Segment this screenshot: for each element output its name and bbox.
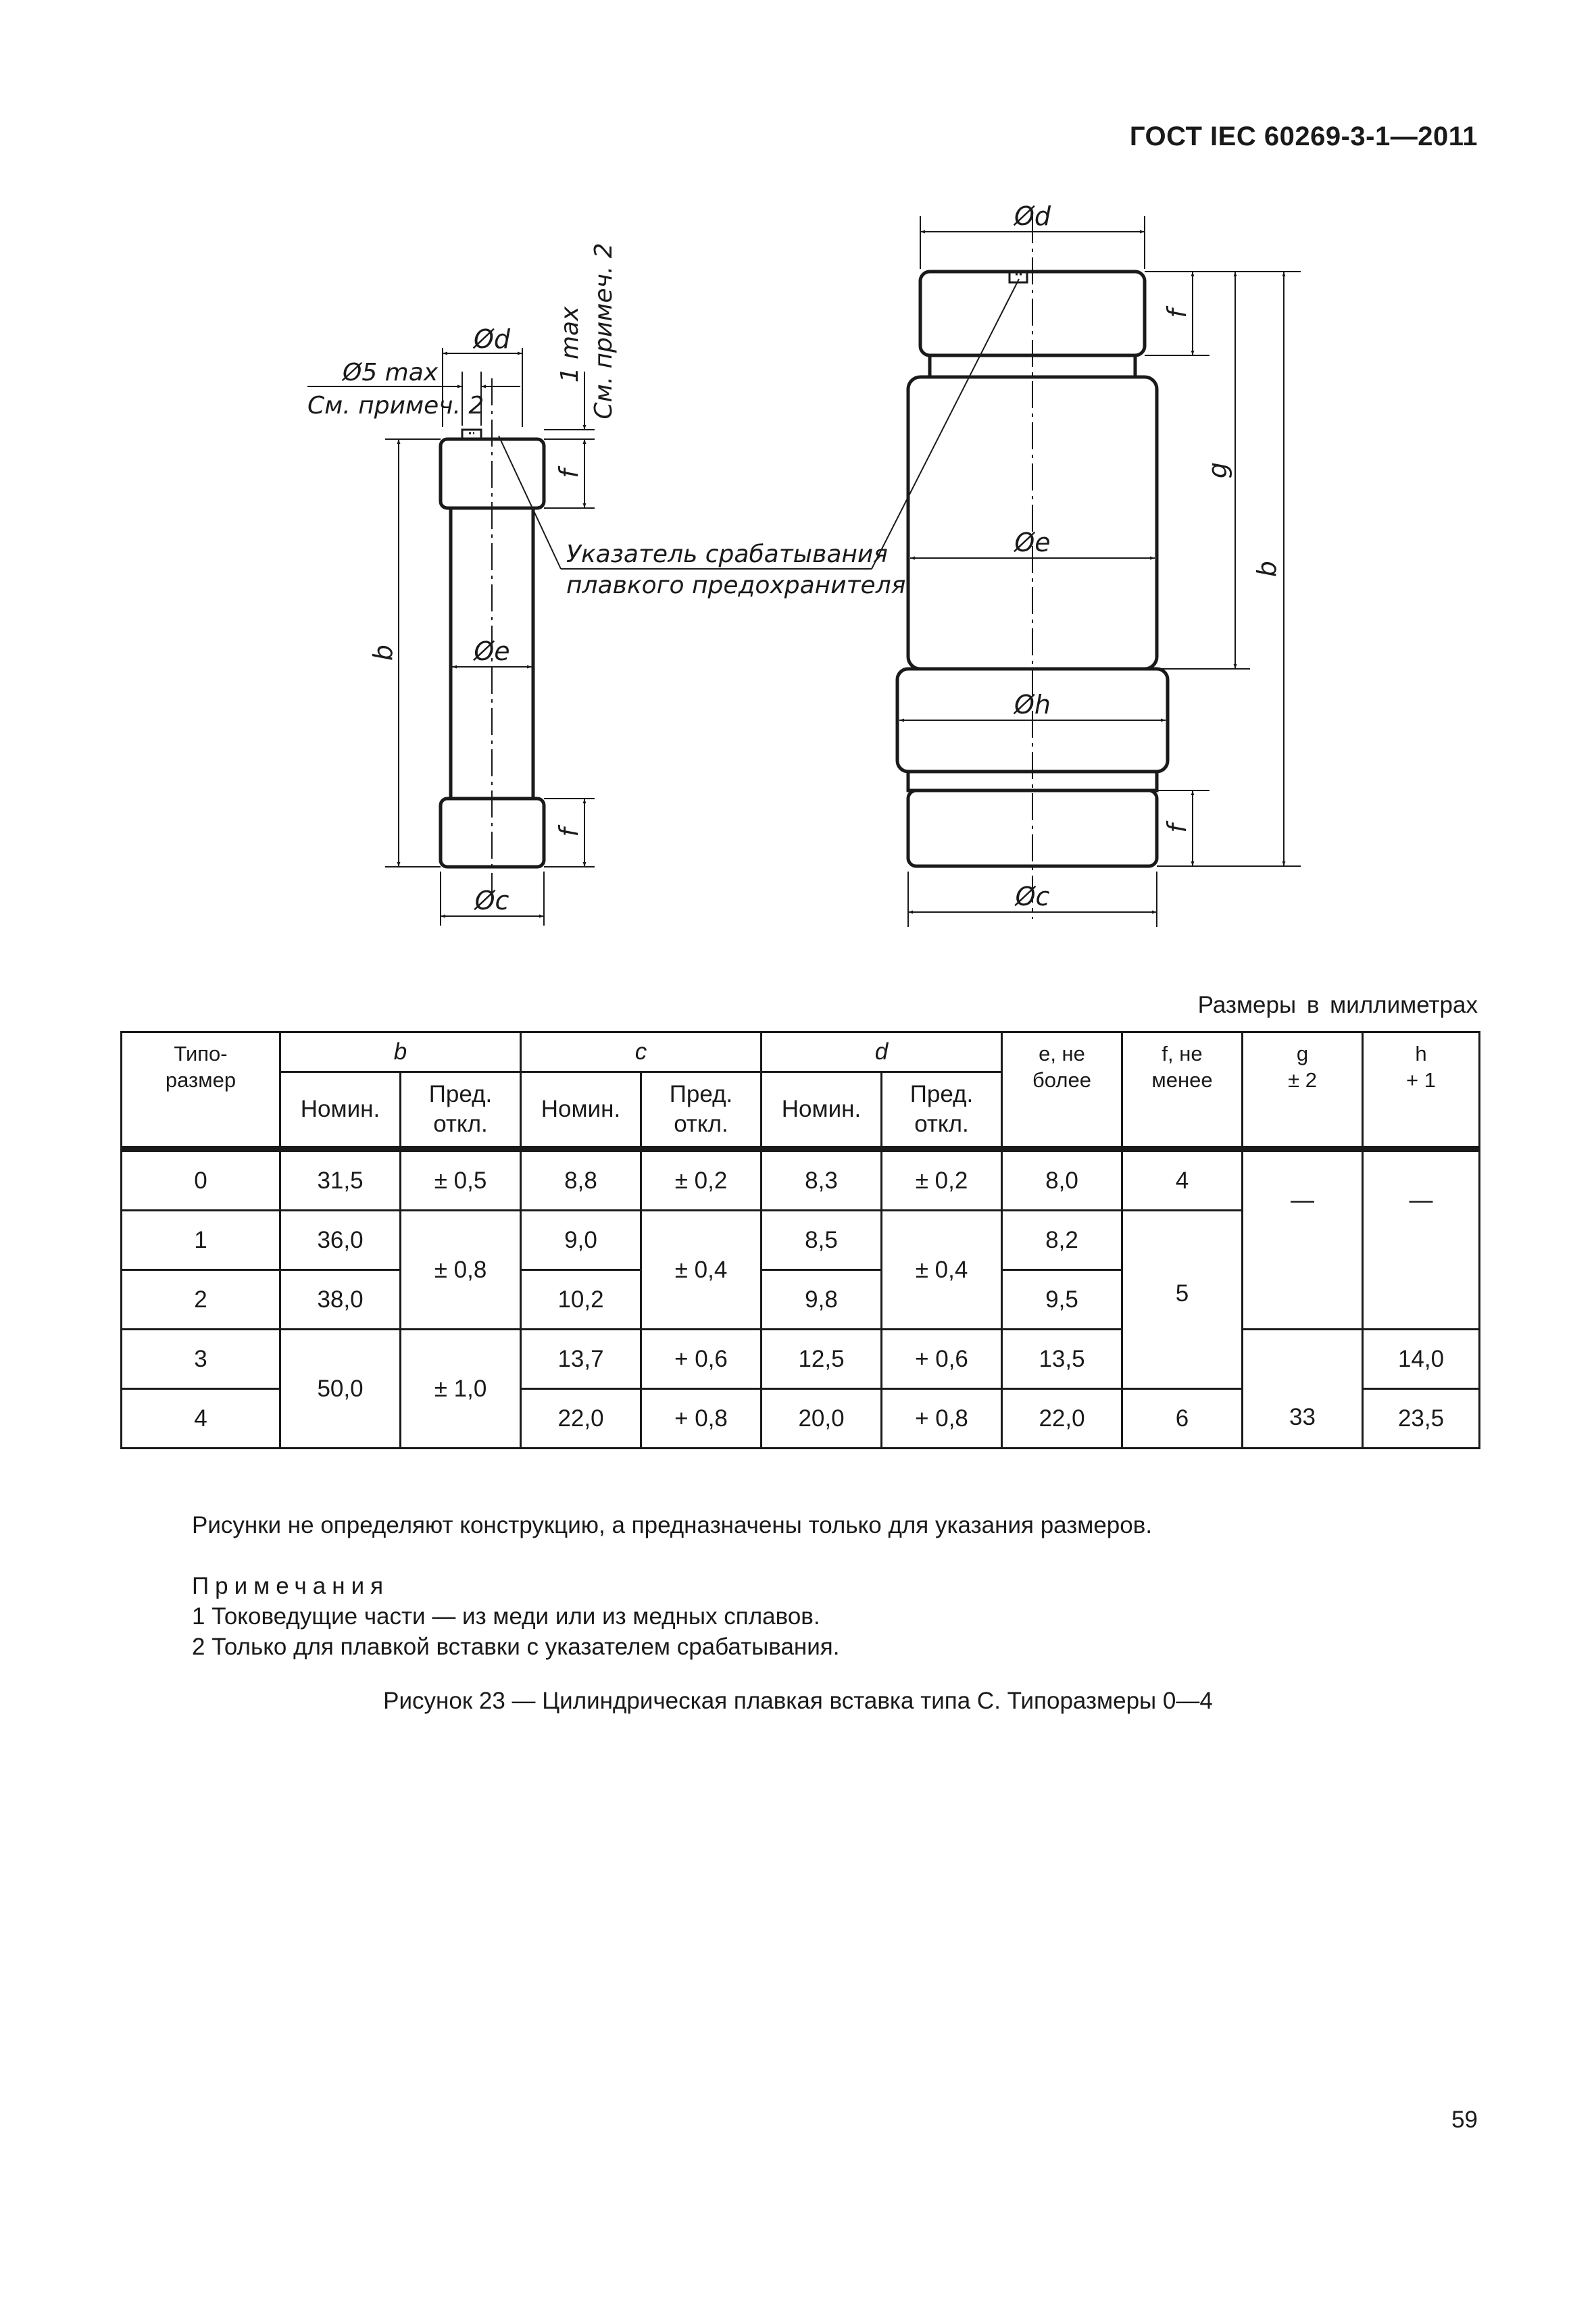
- cell-c-tol: + 0,6: [641, 1330, 762, 1389]
- cell-d-tol-merged: ± 0,4: [882, 1211, 1002, 1330]
- note-item-2: 2 Только для плавкой вставки с указателем срабатывания.: [192, 1634, 840, 1660]
- table-header-row: [122, 1032, 1480, 1072]
- cell-e: 13,5: [1002, 1330, 1122, 1389]
- header-d-nom: Номин.: [762, 1072, 882, 1149]
- cell-size: 4: [122, 1389, 280, 1449]
- cell-c-nom: 13,7: [521, 1330, 641, 1389]
- cell-b-tol-merged: ± 0,8: [401, 1211, 521, 1330]
- table-row: [122, 1149, 1480, 1211]
- cell-d-nom: 12,5: [762, 1330, 882, 1389]
- table-row: [122, 1330, 1480, 1389]
- cell-b-tol-merged: ± 1,0: [401, 1330, 521, 1449]
- large-fuse-label-e: Øe: [1014, 528, 1051, 557]
- cell-c-tol-merged: ± 0,4: [641, 1211, 762, 1330]
- cell-b-nom: 36,0: [280, 1211, 401, 1270]
- cell-b-nom: 38,0: [280, 1270, 401, 1330]
- cell-c-tol: ± 0,2: [641, 1149, 762, 1211]
- large-fuse-label-h: Øh: [1014, 690, 1051, 720]
- large-fuse-label-c: Øc: [1015, 882, 1050, 911]
- cell-d-nom: 8,3: [762, 1149, 882, 1211]
- cell-f-merged: 5: [1122, 1211, 1243, 1389]
- cell-d-nom: 8,5: [762, 1211, 882, 1270]
- cell-h: 14,0: [1363, 1330, 1480, 1389]
- small-fuse-label-f-top: f: [554, 469, 584, 478]
- large-fuse-label-f-bottom: f: [1162, 824, 1192, 833]
- cell-g-merged: 33: [1243, 1330, 1363, 1449]
- cell-size: 2: [122, 1270, 280, 1330]
- dimensions-table: [120, 1031, 1480, 1449]
- cell-size: 0: [122, 1149, 280, 1211]
- cell-c-nom: 9,0: [521, 1211, 641, 1270]
- cell-e: 22,0: [1002, 1389, 1122, 1449]
- small-fuse-label-d: Ød: [473, 324, 511, 354]
- header-f: f, не менее: [1122, 1032, 1243, 1149]
- cell-c-nom: 8,8: [521, 1149, 641, 1211]
- header-b-tol: Пред. откл.: [401, 1072, 521, 1149]
- cell-c-nom: 22,0: [521, 1389, 641, 1449]
- header-d: d: [762, 1032, 1002, 1072]
- fuse-link-drawing: [0, 0, 1596, 959]
- cell-d-nom: 9,8: [762, 1270, 882, 1330]
- small-fuse-label-b: b: [368, 644, 398, 661]
- small-fuse-label-c: Øc: [474, 886, 509, 915]
- drawing-statement: Рисунки не определяют конструкцию, а предназначены только для указания размеров.: [192, 1512, 1153, 1538]
- cell-size: 1: [122, 1211, 280, 1270]
- large-fuse-label-f-top: f: [1162, 309, 1192, 318]
- cell-f: 4: [1122, 1149, 1243, 1211]
- cell-e: 9,5: [1002, 1270, 1122, 1330]
- page-number: 59: [1451, 2107, 1478, 2133]
- small-fuse-label-f-bottom: f: [554, 828, 584, 837]
- header-c: c: [521, 1032, 762, 1072]
- cell-b-nom: 31,5: [280, 1149, 401, 1211]
- header-c-nom: Номин.: [521, 1072, 641, 1149]
- header-e: e, не более: [1002, 1032, 1122, 1149]
- large-fuse-label-d: Ød: [1014, 201, 1051, 231]
- note-item-1: 1 Токоведущие части — из меди или из медных сплавов.: [192, 1603, 820, 1630]
- cell-b-nom-merged: 50,0: [280, 1330, 401, 1449]
- header-h: h + 1: [1363, 1032, 1480, 1149]
- cell-d-tol: + 0,6: [882, 1330, 1002, 1389]
- cell-c-nom: 10,2: [521, 1270, 641, 1330]
- cell-e: 8,0: [1002, 1149, 1122, 1211]
- cell-f: 6: [1122, 1389, 1243, 1449]
- cell-d-tol: ± 0,2: [882, 1149, 1002, 1211]
- large-fuse-dimensions: [899, 216, 1301, 927]
- indicator-label-line2: плавкого предохранителя: [566, 572, 906, 599]
- small-fuse-label-e: Øe: [474, 636, 510, 666]
- large-fuse-label-b: b: [1252, 560, 1282, 578]
- cell-g-dash: —: [1243, 1149, 1363, 1330]
- figure-caption: Рисунок 23 — Цилиндрическая плавкая вставка типа С. Типоразмеры 0—4: [383, 1688, 1213, 1714]
- small-fuse-label-1max: 1 max: [556, 306, 584, 383]
- cell-size: 3: [122, 1330, 280, 1389]
- cell-c-tol: + 0,8: [641, 1389, 762, 1449]
- units-note: Размеры в миллиметрах: [1197, 992, 1478, 1018]
- cell-h-dash: —: [1363, 1149, 1480, 1330]
- cell-h: 23,5: [1363, 1389, 1480, 1449]
- cell-b-tol: ± 0,5: [401, 1149, 521, 1211]
- header-b: b: [280, 1032, 521, 1072]
- cell-d-tol: + 0,8: [882, 1389, 1002, 1449]
- header-g: g ± 2: [1243, 1032, 1363, 1149]
- cell-d-nom: 20,0: [762, 1389, 882, 1449]
- notes-title: Примечания: [192, 1573, 390, 1599]
- header-c-tol: Пред. откл.: [641, 1072, 762, 1149]
- header-b-nom: Номин.: [280, 1072, 401, 1149]
- small-fuse-label-d5max: Ø5 max: [343, 359, 439, 386]
- indicator-label-line1: Указатель срабатывания: [566, 540, 888, 568]
- document-standard-header: ГОСТ IEC 60269-3-1—2011: [1129, 122, 1478, 151]
- header-size: Типо- размер: [122, 1032, 280, 1149]
- small-fuse-label-see-note-2: См. примеч. 2: [307, 392, 484, 420]
- header-d-tol: Пред. откл.: [882, 1072, 1002, 1149]
- large-fuse-label-g: g: [1203, 461, 1232, 479]
- small-fuse-label-see-note-2-vertical: См. примеч. 2: [590, 243, 618, 420]
- cell-e: 8,2: [1002, 1211, 1122, 1270]
